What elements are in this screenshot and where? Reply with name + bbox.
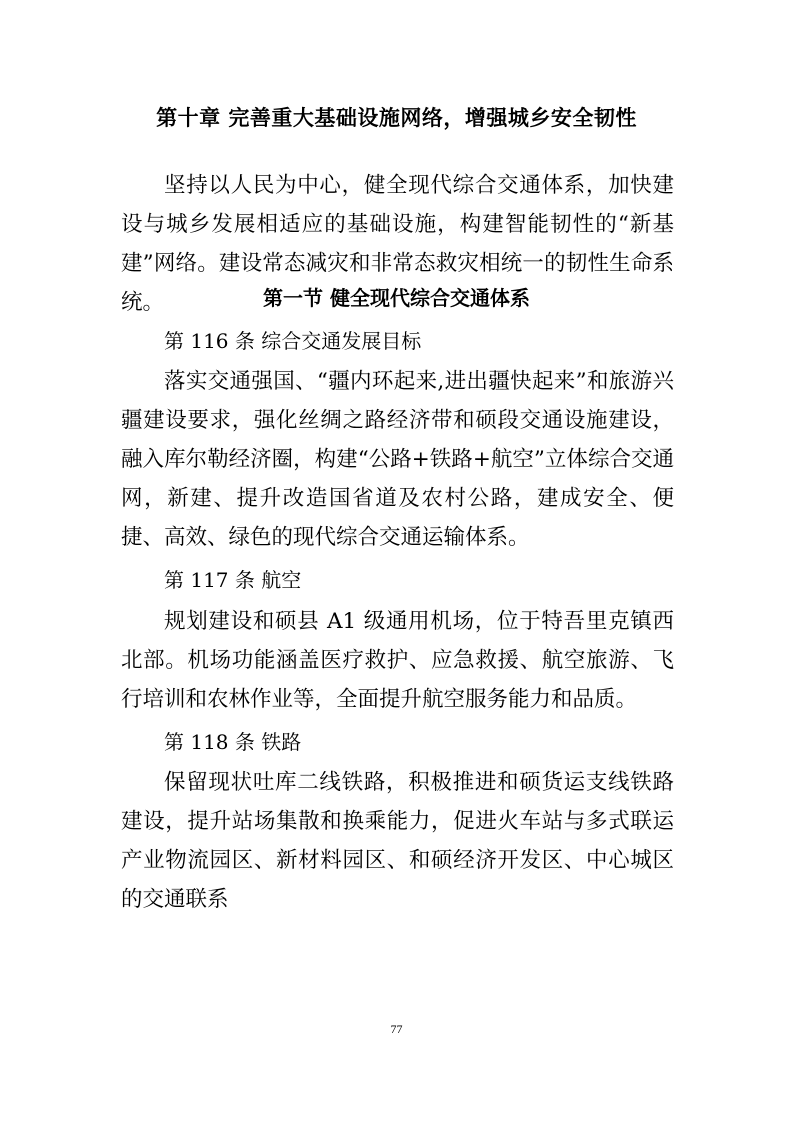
intro-paragraph: 坚持以人民为中心，健全现代综合交通体系，加快建设与城乡发展相适应的基础设施，构建智能韧性的“新基建”网络。建设常态减灾和非常态救灾相统一的韧性生命系统。 (121, 173, 674, 315)
article-117-paragraph: 规划建设和硕县 A1 级通用机场，位于特吾里克镇西北部。机场功能涵盖医疗救护、应急救援、航空旅游、飞行培训和农林作业等，全面提升航空服务能力和品质。 (121, 609, 674, 712)
article-118-title: 第 118 条 铁路 (164, 730, 302, 754)
article-118-paragraph: 保留现状吐库二线铁路，积极推进和硕货运支线铁路建设，提升站场集散和换乘能力，促进火车站与多式联运产业物流园区、新材料园区、和硕经济开发区、中心城区的交通联系 (121, 770, 674, 912)
article-117-title: 第 117 条 航空 (164, 568, 302, 592)
section-title: 第一节 健全现代综合交通体系 (263, 286, 530, 310)
article-116-title: 第 116 条 综合交通发展目标 (164, 329, 422, 353)
page-number: 77 (390, 1022, 403, 1036)
chapter-title: 第十章 完善重大基础设施网络，增强城乡安全韧性 (156, 106, 637, 130)
article-118-body (121, 763, 674, 919)
article-116-body (121, 362, 674, 557)
article-116-paragraph: 落实交通强国、“疆内环起来,进出疆快起来”和旅游兴疆建设要求，强化丝绸之路经济带和硕段交通设施建设，融入库尔勒经济圈，构建“公路+铁路+航空”立体综合交通网，新建、提升改造国省道及农村公路，建成安全、便捷、高效、绿色的现代综合交通运输体系。 (121, 369, 674, 550)
article-117-body (121, 602, 674, 719)
